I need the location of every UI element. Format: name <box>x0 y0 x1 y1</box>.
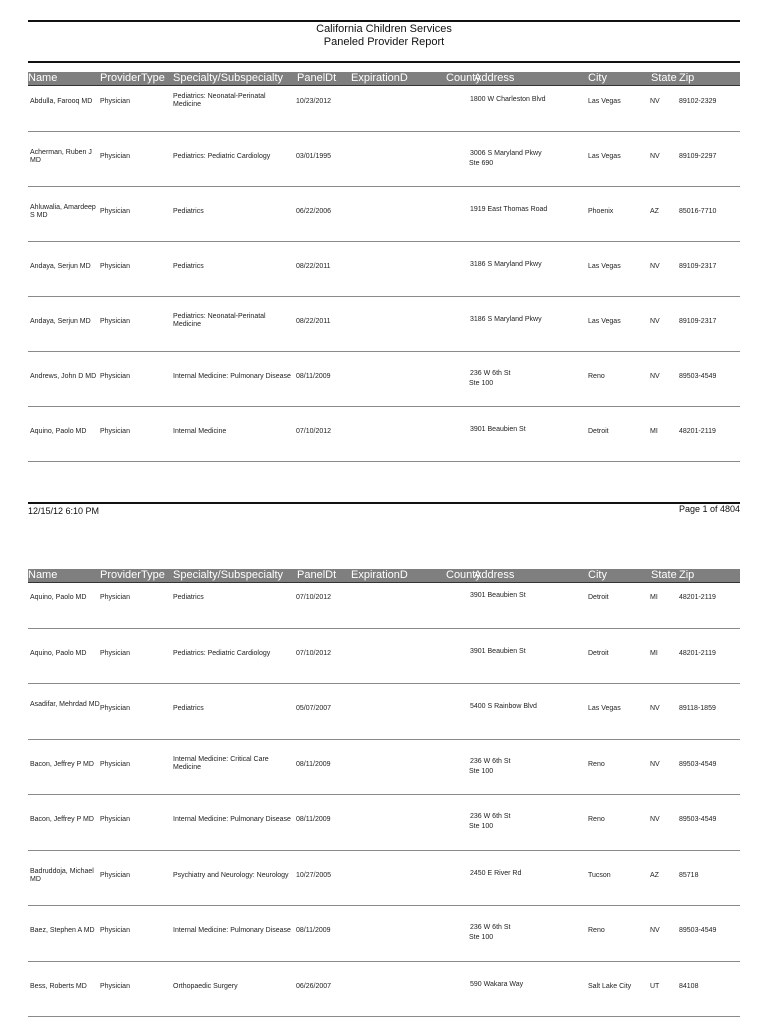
cell-specialty: Pediatrics: Pediatric Cardiology <box>173 153 271 160</box>
table-row <box>28 794 740 851</box>
column-header-col-zip: Zip <box>679 72 695 84</box>
cell-address: 3901 Beaubien St <box>470 592 526 599</box>
cell-name: Asadifar, Mehrdad MD <box>30 701 100 708</box>
table-row <box>28 905 740 962</box>
cell-panel-date: 03/01/1995 <box>296 153 332 160</box>
cell-address: 236 W 6th St <box>470 813 511 820</box>
cell-panel-date: 08/11/2009 <box>296 927 331 934</box>
column-header-col-panel-date: PanelDt <box>297 72 337 84</box>
column-header-col-county: County <box>446 72 481 84</box>
column-header-col-specialty: Specialty/Subspecialty <box>173 72 284 84</box>
cell-provider-type: Physician <box>100 760 130 768</box>
cell-city: Salt Lake City <box>588 982 632 990</box>
column-header-col-city: City <box>588 72 607 84</box>
cell-specialty: Psychiatry and Neurology: Neurology <box>173 871 289 879</box>
cell-address-line2: Ste 100 <box>469 380 494 387</box>
cell-provider-type: Physician <box>100 98 130 105</box>
column-header-col-provider-type: ProviderType <box>100 569 165 581</box>
cell-state: NV <box>650 760 660 768</box>
cell-panel-date: 08/11/2009 <box>296 760 331 768</box>
column-header-col-provider-type: ProviderType <box>100 72 165 84</box>
cell-state: MI <box>650 594 658 601</box>
cell-panel-date: 10/27/2005 <box>296 871 332 879</box>
column-header-col-state: State <box>651 569 677 581</box>
column-header-col-panel-date: PanelDt <box>297 569 337 581</box>
cell-provider-type: Physician <box>100 705 130 712</box>
cell-state: MI <box>650 649 658 657</box>
cell-provider-type: Physician <box>100 982 130 990</box>
table-row <box>28 406 740 462</box>
cell-city: Reno <box>588 816 605 823</box>
column-header-col-city: City <box>588 569 607 581</box>
cell-address-line2: Ste 100 <box>469 934 494 941</box>
cell-state: AZ <box>650 871 659 879</box>
cell-panel-date: 08/22/2011 <box>296 263 331 270</box>
cell-state: NV <box>650 927 660 934</box>
cell-provider-type: Physician <box>100 428 130 435</box>
table-row <box>28 241 740 297</box>
cell-address-line2: Ste 100 <box>469 823 494 830</box>
cell-panel-date: 07/10/2012 <box>296 594 332 601</box>
cell-city: Las Vegas <box>588 705 621 712</box>
table-row <box>28 76 740 132</box>
cell-address: 3006 S Maryland Pkwy <box>470 150 542 157</box>
footer-page-number: Page 1 of 4804 <box>678 504 740 514</box>
cell-provider-type: Physician <box>100 208 130 215</box>
cell-city: Las Vegas <box>588 153 621 160</box>
cell-specialty: Internal Medicine: Pulmonary Disease <box>173 373 291 380</box>
cell-name: Abdulla, Farooq MD <box>30 98 93 105</box>
cell-specialty: Internal Medicine: Pulmonary Disease <box>173 927 291 934</box>
cell-specialty: Pediatrics: Neonatal-Perinatal Medicine <box>173 93 266 108</box>
cell-city: Detroit <box>588 428 609 435</box>
cell-name: Bess, Roberts MD <box>30 982 87 990</box>
cell-panel-date: 06/26/2007 <box>296 982 332 990</box>
table-row <box>28 683 740 740</box>
cell-specialty: Pediatrics <box>173 263 204 270</box>
cell-address: 3901 Beaubien St <box>470 647 526 655</box>
cell-city: Las Vegas <box>588 263 621 270</box>
table-row <box>28 628 740 685</box>
cell-name: Badruddoja, Michael MD <box>30 867 94 883</box>
cell-specialty: Internal Medicine: Pulmonary Disease <box>173 816 291 823</box>
table-row <box>28 739 740 796</box>
cell-state: NV <box>650 705 660 712</box>
cell-name: Andrews, John D MD <box>30 373 97 380</box>
cell-name: Andaya, Serjun MD <box>30 263 91 270</box>
cell-specialty: Pediatrics <box>173 208 204 215</box>
cell-zip: 89109-2317 <box>679 263 717 270</box>
cell-state: NV <box>650 318 660 325</box>
cell-zip: 89102-2329 <box>679 98 717 105</box>
cell-zip: 48201-2119 <box>679 594 716 601</box>
cell-zip: 85718 <box>679 871 699 879</box>
cell-state: MI <box>650 428 658 435</box>
cell-state: UT <box>650 982 660 990</box>
cell-name: Ahluwalia, Amardeep S MD <box>30 204 96 219</box>
cell-city: Detroit <box>588 649 609 657</box>
cell-address: 1919 East Thomas Road <box>470 206 548 213</box>
table-row <box>28 131 740 187</box>
cell-address-line2: Ste 690 <box>469 160 494 167</box>
cell-zip: 84108 <box>679 982 699 990</box>
column-header-col-zip: Zip <box>679 569 695 581</box>
title-bottom-rule <box>28 61 740 63</box>
cell-name: Aquino, Paolo MD <box>30 649 87 657</box>
cell-name: Bacon, Jeffrey P MD <box>30 816 94 823</box>
cell-address: 590 Wakara Way <box>470 980 524 988</box>
cell-name: Aquino, Paolo MD <box>30 594 87 601</box>
cell-panel-date: 05/07/2007 <box>296 705 332 712</box>
column-header-col-name: Name <box>28 72 58 84</box>
cell-panel-date: 07/10/2012 <box>296 649 332 657</box>
cell-provider-type: Physician <box>100 594 130 601</box>
table-row <box>28 351 740 407</box>
cell-panel-date: 07/10/2012 <box>296 428 332 435</box>
cell-zip: 89109-2317 <box>679 318 717 325</box>
cell-provider-type: Physician <box>100 871 130 879</box>
report-subtitle: Paneled Provider Report <box>323 36 445 48</box>
cell-name: Baez, Stephen A MD <box>30 927 95 934</box>
table-row <box>28 572 740 629</box>
cell-zip: 89503-4549 <box>679 373 717 380</box>
cell-state: NV <box>650 263 660 270</box>
cell-name: Andaya, Serjun MD <box>30 318 91 325</box>
cell-city: Las Vegas <box>588 318 621 325</box>
cell-specialty: Pediatrics <box>173 594 204 601</box>
cell-panel-date: 06/22/2006 <box>296 208 332 215</box>
cell-panel-date: 10/23/2012 <box>296 98 332 105</box>
cell-city: Las Vegas <box>588 98 621 105</box>
cell-panel-date: 08/11/2009 <box>296 816 331 823</box>
cell-address: 3186 S Maryland Pkwy <box>470 261 542 268</box>
table-row <box>28 296 740 352</box>
cell-provider-type: Physician <box>100 263 130 270</box>
cell-address: 236 W 6th St <box>470 924 511 931</box>
cell-state: NV <box>650 816 660 823</box>
cell-name: Bacon, Jeffrey P MD <box>30 760 94 768</box>
cell-provider-type: Physician <box>100 373 130 380</box>
cell-state: AZ <box>650 208 659 215</box>
cell-address: 3186 S Maryland Pkwy <box>470 316 542 323</box>
cell-specialty: Internal Medicine: Critical Care Medicine <box>173 755 269 771</box>
cell-provider-type: Physician <box>100 649 130 657</box>
cell-city: Reno <box>588 373 605 380</box>
cell-specialty: Pediatrics: Neonatal-Perinatal Medicine <box>173 313 266 328</box>
cell-address: 236 W 6th St <box>470 757 511 765</box>
table-row <box>28 850 740 907</box>
cell-city: Reno <box>588 760 605 768</box>
cell-zip: 89503-4549 <box>679 927 717 934</box>
report-title: California Children Services <box>316 23 452 35</box>
cell-city: Reno <box>588 927 605 934</box>
cell-specialty: Pediatrics: Pediatric Cardiology <box>173 649 271 657</box>
cell-provider-type: Physician <box>100 153 130 160</box>
cell-zip: 48201-2119 <box>679 649 716 657</box>
column-header-col-expiration-date: ExpirationD <box>351 569 408 581</box>
cell-state: NV <box>650 153 660 160</box>
column-header-col-state: State <box>651 72 677 84</box>
cell-address-line2: Ste 100 <box>469 767 494 775</box>
cell-specialty: Internal Medicine <box>173 428 227 435</box>
column-header-col-county: County <box>446 569 481 581</box>
cell-name: Aquino, Paolo MD <box>30 428 87 435</box>
cell-city: Tucson <box>588 871 611 879</box>
cell-zip: 89109-2297 <box>679 153 717 160</box>
cell-zip: 85016-7710 <box>679 208 717 215</box>
column-header-col-address: Address <box>474 569 515 581</box>
column-header-col-specialty: Specialty/Subspecialty <box>173 569 284 581</box>
cell-specialty: Orthopaedic Surgery <box>173 982 238 990</box>
cell-state: NV <box>650 98 660 105</box>
column-header-col-expiration-date: ExpirationD <box>351 72 408 84</box>
column-header-col-name: Name <box>28 569 58 581</box>
cell-zip: 89503-4549 <box>679 816 717 823</box>
cell-address: 3901 Beaubien St <box>470 426 526 433</box>
title-top-rule <box>28 20 740 22</box>
cell-address: 2450 E River Rd <box>470 869 522 877</box>
cell-panel-date: 08/22/2011 <box>296 318 331 325</box>
cell-provider-type: Physician <box>100 318 130 325</box>
cell-specialty: Pediatrics <box>173 705 204 712</box>
cell-address: 1800 W Charleston Blvd <box>470 96 546 103</box>
cell-state: NV <box>650 373 660 380</box>
column-header-col-address: Address <box>474 72 515 84</box>
table-row <box>28 186 740 242</box>
cell-provider-type: Physician <box>100 927 130 934</box>
cell-provider-type: Physician <box>100 816 130 823</box>
cell-zip: 89503-4549 <box>679 760 717 768</box>
cell-city: Phoenix <box>588 208 614 215</box>
table-row <box>28 961 740 1018</box>
cell-address: 236 W 6th St <box>470 370 511 377</box>
footer-date: 12/15/12 6:10 PM <box>28 506 100 516</box>
cell-panel-date: 08/11/2009 <box>296 373 331 380</box>
cell-address: 5400 S Rainbow Blvd <box>470 703 537 710</box>
cell-zip: 89118-1859 <box>679 705 716 712</box>
cell-zip: 48201-2119 <box>679 428 716 435</box>
cell-city: Detroit <box>588 594 609 601</box>
cell-name: Acherman, Ruben J MD <box>30 149 92 164</box>
footer-rule <box>28 502 740 504</box>
